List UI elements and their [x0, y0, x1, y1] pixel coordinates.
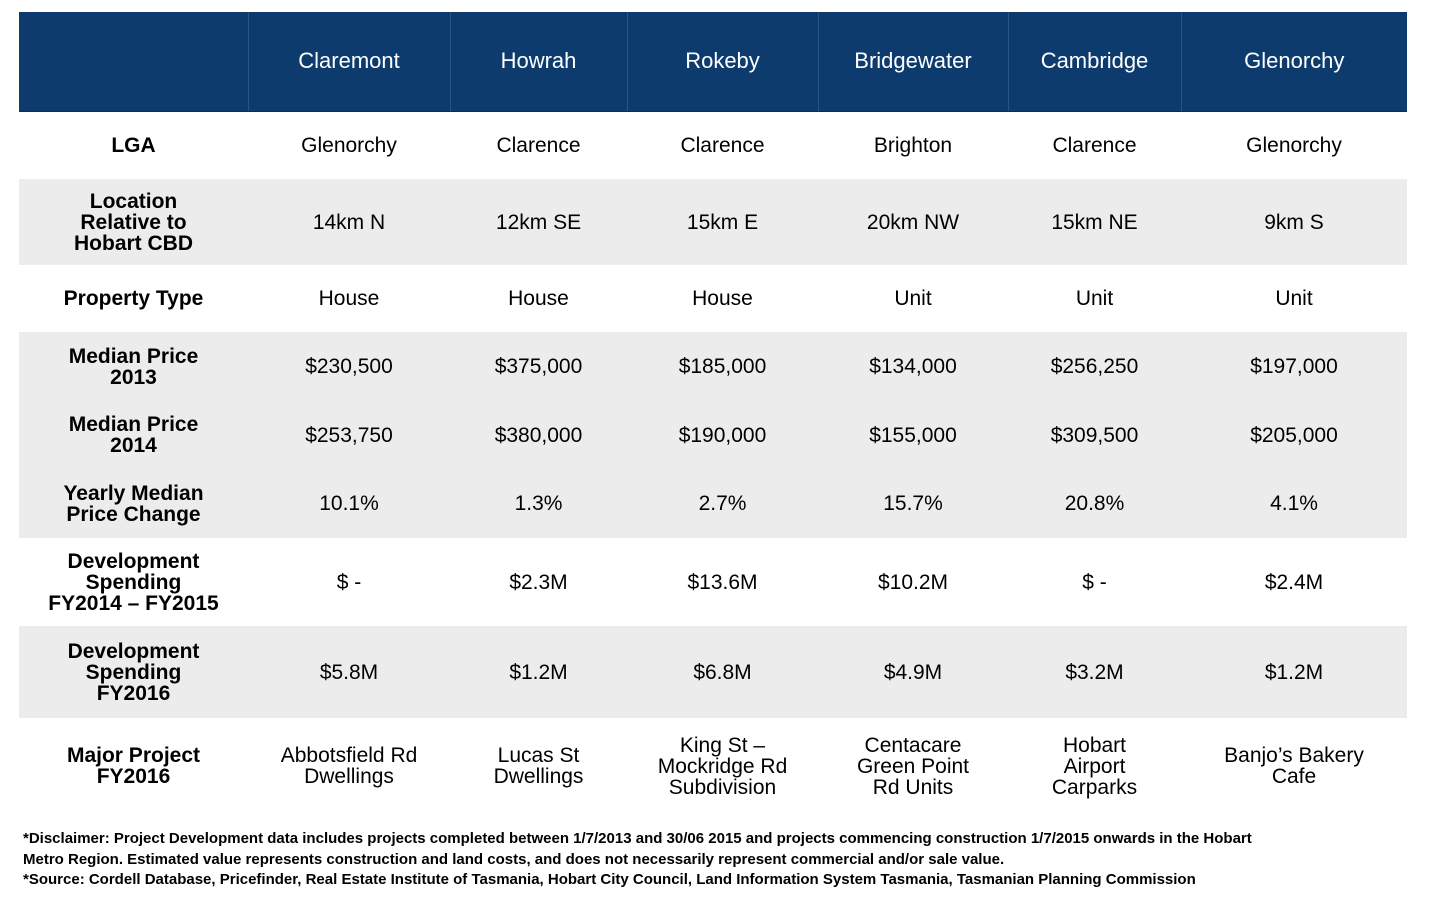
row-label-median-price-2013 — [19, 332, 248, 401]
table-cell: House — [508, 287, 569, 310]
row-label-text: Median Price 2014 — [68, 413, 199, 457]
table-cell — [1181, 718, 1407, 814]
cell-text: Abbotsfield Rd Dwellings — [280, 744, 418, 788]
column-header-claremont: Claremont — [248, 12, 450, 111]
table-cell: $2.3M — [509, 570, 568, 594]
table-cell — [450, 718, 627, 814]
table-cell: $1.2M — [1181, 626, 1407, 718]
table-cell: Brighton — [873, 133, 953, 157]
table-cell: $134,000 — [818, 332, 1008, 401]
table-cell: $380,000 — [450, 401, 627, 469]
table-cell: 9km S — [1181, 179, 1407, 265]
table-cell: 4.1% — [1181, 469, 1407, 538]
table-cell: $5.8M — [248, 626, 450, 718]
table-cell — [627, 718, 818, 814]
table-cell: $190,000 — [627, 401, 818, 469]
row-label-median-price-2014 — [19, 401, 248, 469]
table-cell: $13.6M — [687, 570, 758, 594]
row-label-location — [19, 179, 248, 265]
table-row-median-price-2014 — [19, 401, 1407, 469]
table-row-major-project — [19, 718, 1407, 814]
row-label-yearly-change — [19, 469, 248, 538]
table-cell — [818, 718, 1008, 814]
table-header-row — [19, 12, 1407, 111]
suburb-comparison-table — [19, 12, 1407, 814]
column-header-howrah: Howrah — [450, 12, 627, 111]
table-cell: $10.2M — [877, 570, 949, 594]
table-cell: 20km NW — [818, 179, 1008, 265]
table-cell: Unit — [894, 287, 932, 310]
table-cell: 1.3% — [450, 469, 627, 538]
table-cell: $256,250 — [1008, 332, 1181, 401]
table-cell: 10.1% — [248, 469, 450, 538]
cell-text: Centacare Green Point Rd Units — [856, 733, 970, 799]
footnotes — [23, 829, 1428, 891]
table-cell: $253,750 — [248, 401, 450, 469]
cell-text: Hobart Airport Carparks — [1051, 733, 1138, 799]
row-label-text: Property Type — [63, 287, 204, 310]
table-cell: $205,000 — [1181, 401, 1407, 469]
row-label-text: Development Spending FY2016 — [67, 639, 200, 705]
table-cell: $375,000 — [450, 332, 627, 401]
table-cell: 2.7% — [627, 469, 818, 538]
row-label-text: Major Project FY2016 — [66, 744, 201, 788]
column-header-bridgewater: Bridgewater — [818, 12, 1008, 111]
table-cell: 15.7% — [818, 469, 1008, 538]
column-header-cambridge: Cambridge — [1008, 12, 1181, 111]
table-row-property-type — [19, 265, 1407, 332]
cell-text: King St – Mockridge Rd Subdivision — [657, 733, 788, 799]
row-label-dev-spending-fy2014-fy2015 — [19, 538, 248, 626]
table-cell: $6.8M — [627, 626, 818, 718]
table-row-dev-spending-fy2014-fy2015 — [19, 538, 1407, 626]
table-cell: $197,000 — [1181, 332, 1407, 401]
table-cell: 14km N — [248, 179, 450, 265]
table-cell: $4.9M — [818, 626, 1008, 718]
row-label-text: LGA — [111, 133, 156, 157]
row-label-lga — [19, 111, 248, 179]
column-header-glenorchy: Glenorchy — [1181, 12, 1407, 111]
row-label-property-type — [19, 265, 248, 332]
table-cell: 15km NE — [1008, 179, 1181, 265]
cell-text: Lucas St Dwellings — [493, 744, 584, 788]
table-cell: House — [318, 287, 380, 310]
table-cell: Unit — [1075, 287, 1114, 310]
table-cell: Glenorchy — [1246, 133, 1342, 157]
table-cell: $3.2M — [1008, 626, 1181, 718]
table-cell: House — [692, 287, 753, 310]
row-label-text: Yearly Median Price Change — [63, 481, 204, 526]
table-cell: $2.4M — [1264, 570, 1324, 594]
column-header-rokeby: Rokeby — [627, 12, 818, 111]
table-cell: Unit — [1275, 287, 1313, 310]
table-cell — [1008, 718, 1181, 814]
header-corner-cell — [19, 12, 248, 111]
table-cell — [248, 718, 450, 814]
source-note: *Source: Cordell Database, Pricefinder, Real Estate Institute of Tasmania, Hobart City Council, Land Information System Tasmania, Tasmanian Planning Commission — [23, 871, 1196, 888]
row-label-major-project — [19, 718, 248, 814]
table-row-location — [19, 179, 1407, 265]
table-cell: $185,000 — [627, 332, 818, 401]
table-cell: $309,500 — [1008, 401, 1181, 469]
table-row-yearly-change — [19, 469, 1407, 538]
table-cell: Glenorchy — [301, 133, 397, 157]
table-cell: $1.2M — [450, 626, 627, 718]
table-cell: 15km E — [627, 179, 818, 265]
row-label-dev-spending-fy2016 — [19, 626, 248, 718]
disclaimer-line-1: *Disclaimer: Project Development data includes projects completed between 1/7/2013 and 30/06 2015 and projects commencing construction 1/7/2015 onwards in the Hobart — [23, 830, 1252, 847]
disclaimer-line-2: Metro Region. Estimated value represents construction and land costs, and does not necessarily represent commercial and/or sale value. — [23, 850, 1005, 868]
table-cell: $ - — [1082, 570, 1107, 594]
table-row-dev-spending-fy2016 — [19, 626, 1407, 718]
row-label-text: Median Price 2013 — [68, 344, 199, 389]
row-label-text: Development Spending FY2014 – FY2015 — [48, 549, 219, 615]
table-cell: Clarence — [496, 133, 581, 157]
table-row-lga — [19, 111, 1407, 179]
table-cell: 20.8% — [1008, 469, 1181, 538]
table-cell: Clarence — [1052, 133, 1137, 157]
table-cell: 12km SE — [450, 179, 627, 265]
table-cell: $230,500 — [248, 332, 450, 401]
row-label-text: Location Relative to Hobart CBD — [74, 189, 193, 255]
table-cell: $155,000 — [818, 401, 1008, 469]
cell-text: Banjo’s Bakery Cafe — [1224, 744, 1364, 788]
table-cell: Clarence — [680, 133, 765, 157]
table-row-median-price-2013 — [19, 332, 1407, 401]
table-cell: $ - — [336, 570, 362, 594]
